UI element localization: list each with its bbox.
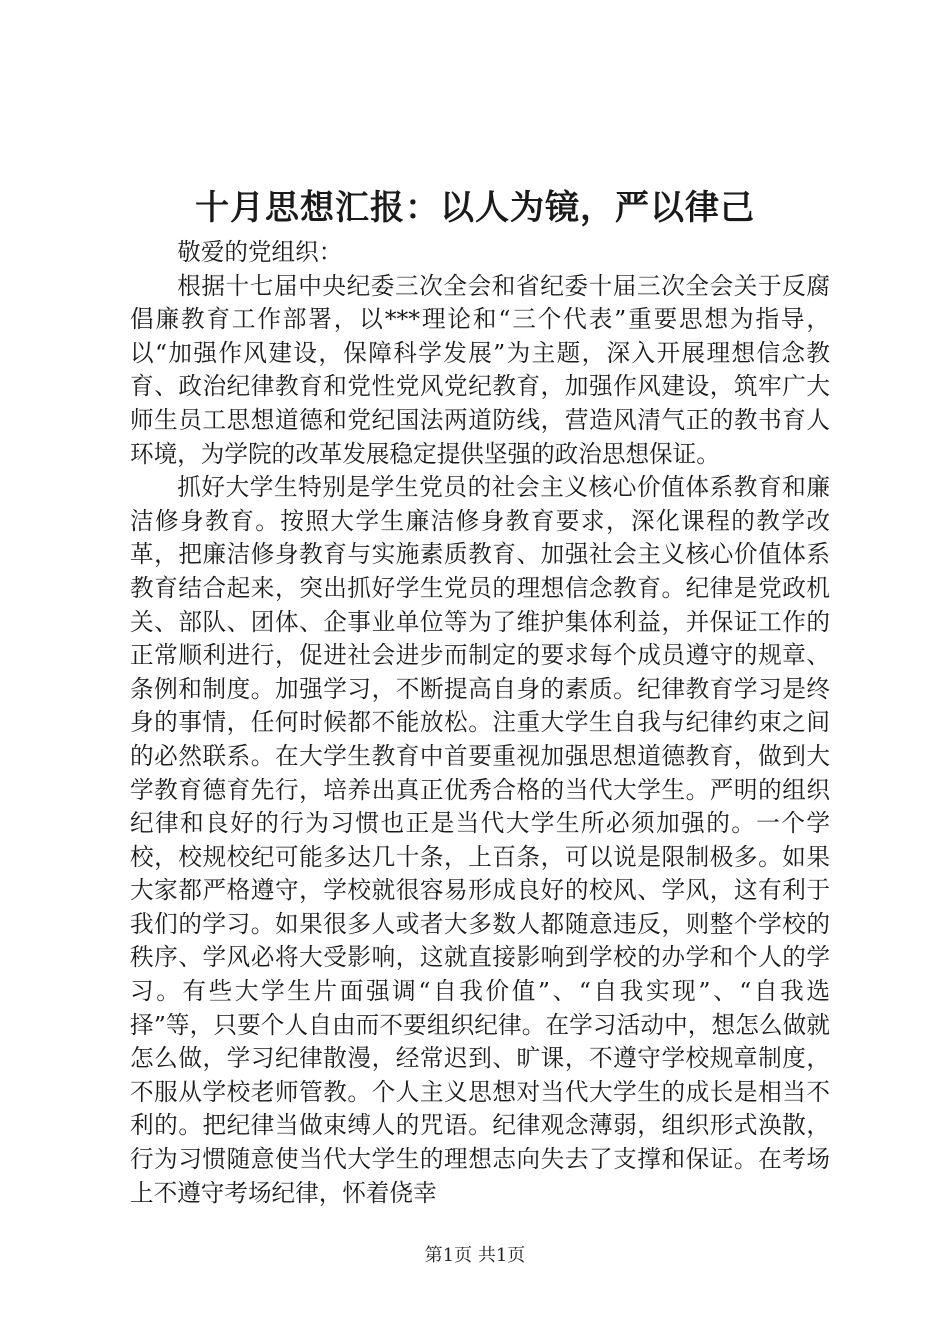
body-paragraph-1: 根据十七届中央纪委三次全会和省纪委十届三次全会关于反腐倡廉教育工作部署，以***理论和“三个代表”重要思想为指导，以“加强作风建设，保障科学发展”为主题，深入开展理想信念教育、政治纪律教育和党性党风党纪教育，加强作风建设，筑牢广大师生员工思想道德和党纪国法两道防线，营造风清气正的教书育人环境，为学院的改革发展稳定提供坚强的政治思想保证。 bbox=[130, 271, 830, 468]
salutation: 敬爱的党组织： bbox=[177, 238, 343, 266]
document-body bbox=[130, 236, 830, 1210]
body-paragraph-2: 抓好大学生特别是学生党员的社会主义核心价值体系教育和廉洁修身教育。按照大学生廉洁修身教育要求，深化课程的教学改革，把廉洁修身教育与实施素质教育、加强社会主义核心价值体系教育结合起来，突出抓好学生党员的理想信念教育。纪律是党政机关、部队、团体、企事业单位等为了维护集体利益，并保证工作的正常顺利进行，促进社会进步而制定的要求每个成员遵守的规章、条例和制度。加强学习，不断提高自身的素质。纪律教育学习是终身的事情，任何时候都不能放松。注重大学生自我与纪律约束之间的必然联系。在大学生教育中首要重视加强思想道德教育，做到大学教育德育先行，培养出真正优秀合格的当代大学生。严明的组织纪律和良好的行为习惯也正是当代大学生所必须加强的。一个学校，校规校纪可能多达几十条，上百条，可以说是限制极多。如果大家都严格遵守，学校就很容易形成良好的校风、学风，这有利于我们的学习。如果很多人或者大多数人都随意违反，则整个学校的秩序、学风必将大受影响，这就直接影响到学校的办学和个人的学习。有些大学生片面强调“自我价值”、“自我实现”、“自我选择”等，只要个人自由而不要组织纪律。在学习活动中，想怎么做就怎么做，学习纪律散漫，经常迟到、旷课，不遵守学校规章制度，不服从学校老师管教。个人主义思想对当代大学生的成长是相当不利的。把纪律当做束缚人的咒语。纪律观念薄弱，组织形式涣散，行为习惯随意使当代大学生的理想志向失去了支撑和保证。在考场上不遵守考场纪律，怀着侥幸 bbox=[130, 473, 830, 1207]
document-title: 十月思想汇报：以人为镜，严以律己 bbox=[195, 188, 755, 228]
page-footer: 第1页 共1页 bbox=[424, 1245, 526, 1266]
